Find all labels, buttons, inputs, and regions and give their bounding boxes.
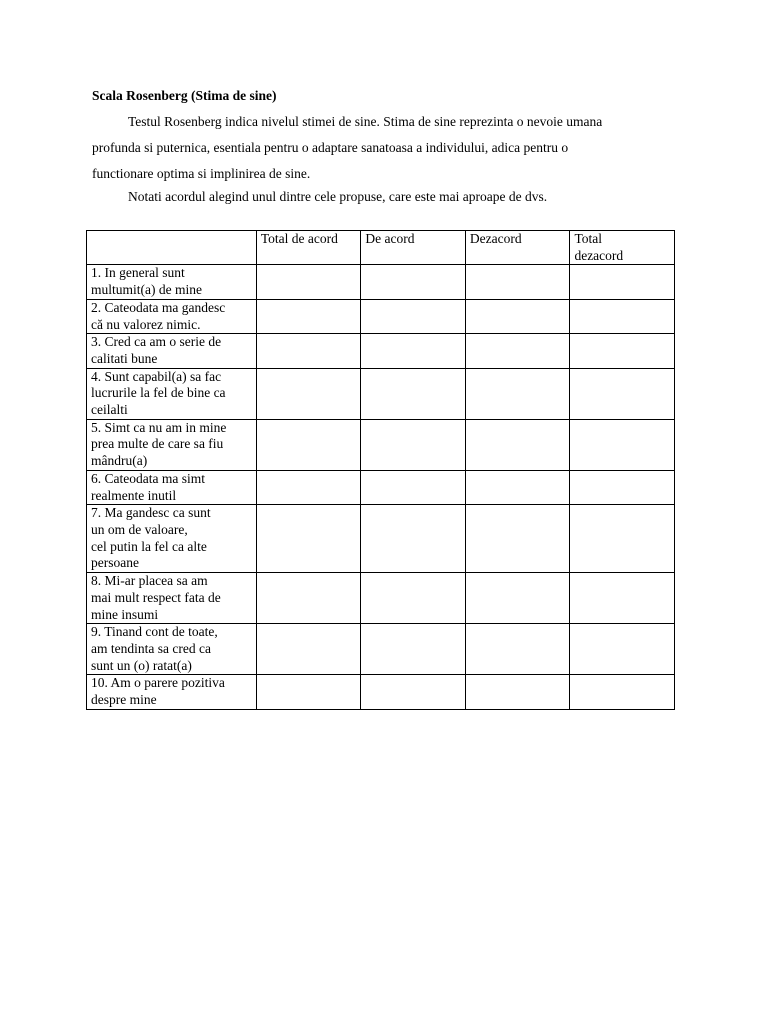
table-row: [87, 470, 675, 504]
answer-cell-de-acord[interactable]: [361, 624, 466, 675]
answer-cell-total-de-acord[interactable]: [256, 573, 361, 624]
statement-cell: 8. Mi-ar placea sa am mai mult respect fata de mine insumi: [87, 573, 257, 624]
instruction-paragraph: [92, 184, 692, 210]
statement-cell: 6. Cateodata ma simt realmente inutil: [87, 470, 257, 504]
table-row: [87, 419, 675, 470]
statement-cell: 10. Am o parere pozitiva despre mine: [87, 675, 257, 709]
table-body: [87, 265, 675, 709]
answer-cell-dezacord[interactable]: [465, 505, 570, 573]
answer-cell-total-dezacord[interactable]: [570, 368, 675, 419]
document-title: Scala Rosenberg (Stima de sine): [92, 88, 277, 103]
instruction-text: Notati acordul alegind unul dintre cele propuse, care este mai aproape de dvs.: [128, 189, 548, 204]
statement-cell: 1. In general sunt multumit(a) de mine: [87, 265, 257, 299]
answer-cell-de-acord[interactable]: [361, 334, 466, 368]
table-row: [87, 334, 675, 368]
table-row: [87, 505, 675, 573]
answer-cell-total-de-acord[interactable]: [256, 265, 361, 299]
answer-cell-dezacord[interactable]: [465, 573, 570, 624]
intro-line: Testul Rosenberg indica nivelul stimei de sine. Stima de sine reprezinta o nevoie umana: [128, 114, 603, 129]
header-total-dezacord: Total dezacord: [570, 231, 675, 265]
header-dezacord: Dezacord: [465, 231, 570, 265]
header-total-de-acord: Total de acord: [256, 231, 361, 265]
answer-cell-total-dezacord[interactable]: [570, 505, 675, 573]
statement-cell: 4. Sunt capabil(a) sa fac lucrurile la fel de bine ca ceilalti: [87, 368, 257, 419]
answer-cell-de-acord[interactable]: [361, 368, 466, 419]
answer-cell-de-acord[interactable]: [361, 419, 466, 470]
answer-cell-de-acord[interactable]: [361, 470, 466, 504]
table-row: [87, 624, 675, 675]
answer-cell-de-acord[interactable]: [361, 265, 466, 299]
answer-cell-total-dezacord[interactable]: [570, 265, 675, 299]
answer-cell-dezacord[interactable]: [465, 470, 570, 504]
answer-cell-total-de-acord[interactable]: [256, 368, 361, 419]
intro-line: functionare optima si implinirea de sine.: [92, 166, 311, 181]
rosenberg-scale-table: [86, 230, 675, 710]
answer-cell-total-de-acord[interactable]: [256, 299, 361, 333]
answer-cell-total-dezacord[interactable]: [570, 470, 675, 504]
intro-line: profunda si puternica, esentiala pentru o adaptare sanatoasa a individului, adica pentru o: [92, 140, 569, 155]
answer-cell-dezacord[interactable]: [465, 675, 570, 709]
answer-cell-dezacord[interactable]: [465, 624, 570, 675]
answer-cell-total-de-acord[interactable]: [256, 505, 361, 573]
statement-cell: 3. Cred ca am o serie de calitati bune: [87, 334, 257, 368]
answer-cell-dezacord[interactable]: [465, 419, 570, 470]
answer-cell-total-dezacord[interactable]: [570, 624, 675, 675]
table-row: [87, 675, 675, 709]
intro-paragraph: [92, 109, 692, 187]
answer-cell-total-dezacord[interactable]: [570, 334, 675, 368]
answer-cell-de-acord[interactable]: [361, 573, 466, 624]
answer-cell-total-de-acord[interactable]: [256, 624, 361, 675]
answer-cell-total-dezacord[interactable]: [570, 675, 675, 709]
answer-cell-total-dezacord[interactable]: [570, 419, 675, 470]
answer-cell-de-acord[interactable]: [361, 675, 466, 709]
answer-cell-total-dezacord[interactable]: [570, 299, 675, 333]
answer-cell-total-de-acord[interactable]: [256, 334, 361, 368]
answer-cell-dezacord[interactable]: [465, 265, 570, 299]
answer-cell-de-acord[interactable]: [361, 505, 466, 573]
statement-cell: 5. Simt ca nu am in mine prea multe de care sa fiu mândru(a): [87, 419, 257, 470]
answer-cell-total-de-acord[interactable]: [256, 470, 361, 504]
header-statement: [87, 231, 257, 265]
table-row: [87, 368, 675, 419]
table-row: [87, 299, 675, 333]
answer-cell-de-acord[interactable]: [361, 299, 466, 333]
answer-cell-total-de-acord[interactable]: [256, 419, 361, 470]
answer-cell-dezacord[interactable]: [465, 334, 570, 368]
header-de-acord: De acord: [361, 231, 466, 265]
answer-cell-dezacord[interactable]: [465, 368, 570, 419]
table-row: [87, 573, 675, 624]
table-row: [87, 265, 675, 299]
answer-cell-total-dezacord[interactable]: [570, 573, 675, 624]
statement-cell: 7. Ma gandesc ca sunt un om de valoare, cel putin la fel ca alte persoane: [87, 505, 257, 573]
table-header-row: [87, 231, 675, 265]
statement-cell: 9. Tinand cont de toate, am tendinta sa cred ca sunt un (o) ratat(a): [87, 624, 257, 675]
answer-cell-dezacord[interactable]: [465, 299, 570, 333]
statement-cell: 2. Cateodata ma gandesc că nu valorez nimic.: [87, 299, 257, 333]
answer-cell-total-de-acord[interactable]: [256, 675, 361, 709]
